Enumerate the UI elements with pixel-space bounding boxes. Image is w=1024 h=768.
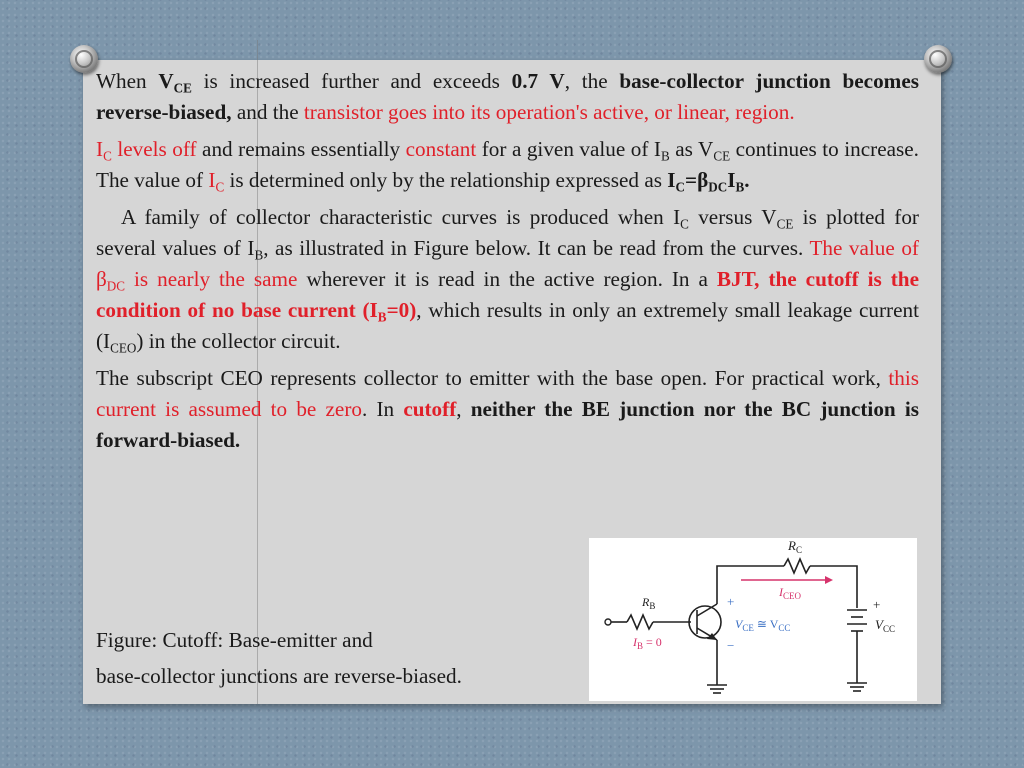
iceo-arrow-head-icon <box>825 576 833 584</box>
paragraph-4: The subscript CEO represents collector to emitter with the base open. For practical work, this current is assumed to be zero. In cutoff, neither the BE junction nor the BC junction is forward-biased. <box>96 366 920 452</box>
circuit-diagram <box>589 538 917 701</box>
figure-caption-line-2: base-collector junctions are reverse-biased. <box>96 664 462 688</box>
rb-label: $R_B$ <box>642 595 656 611</box>
rc-resistor-icon <box>784 559 810 573</box>
plus-label-transistor: + <box>727 594 735 609</box>
minus-label-transistor: − <box>727 638 735 653</box>
paragraph-3: A family of collector characteristic curves is produced when $I_C$ versus $V_{CE}$ is plotted for several values of $I_B$, as illustrated in Figure below. It can be read from the curves. The value of $\beta_{DC}$ is nearly the same wherever it is read in the active region. In a BJT, the cutoff is the condition of no base current $(I_B=0)$, which results in only an extremely small leakage current $(I_{CEO})$ in the collector circuit. <box>96 205 919 356</box>
paragraph-1: When $V_{CE}$ is increased further and exceeds 0.7 V, the base-collector junction becomes reverse-biased, and the transistor goes into its operation's active, or linear, region. <box>96 69 919 124</box>
input-terminal-icon <box>605 619 611 625</box>
plus-label-battery: + <box>873 597 881 612</box>
vce-approx-label: $V_{CE}$ ≅ $V_{CC}$ <box>735 617 791 633</box>
rc-label: $R_C$ <box>788 538 802 555</box>
pushpin-right-icon <box>924 45 952 73</box>
iceo-label: $I_{CEO}$ <box>779 585 801 601</box>
pushpin-left-icon <box>70 45 98 73</box>
vcc-label: $V_{CC}$ <box>875 617 895 634</box>
cutoff-circuit-figure <box>589 538 917 701</box>
figure-caption-line-1: Figure: Cutoff: Base-emitter and <box>96 628 373 652</box>
paragraph-2: $I_C$ levels off and remains essentially constant for a given value of $I_B$ as $V_{CE}$ continues to increase. The value of $I_C$ is determined only by the relationship expressed as $I_C=\beta_{DC}I_B$. <box>96 137 919 195</box>
slide-body <box>96 66 919 462</box>
top-wire-right <box>810 566 857 608</box>
ib-label: $I_B = 0$ <box>633 635 662 651</box>
rb-resistor-icon <box>627 615 653 629</box>
